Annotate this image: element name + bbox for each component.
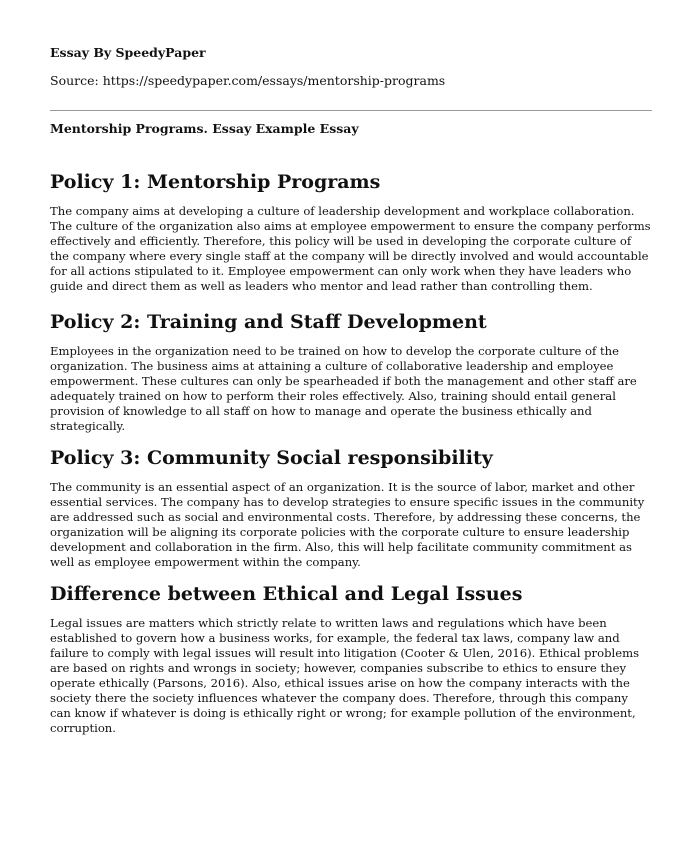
section-heading: Policy 3: Community Social responsibility xyxy=(50,447,493,469)
document-header xyxy=(50,44,650,90)
section-paragraph: The company aims at developing a culture of leadership development and workplace collaboration. The culture of the organization also aims at employee empowerment to ensure the company performs effectively and efficiently. Therefore, this policy will be used in developing the corporate culture of the company where every single staff at the company will be directly involved and would accountable for all actions stipulated to it. Employee empowerment can only work when they have leaders who guide and direct them as well as leaders who mentor and lead rather than controlling them. xyxy=(50,204,651,293)
section-heading: Policy 1: Mentorship Programs xyxy=(50,171,381,193)
section-heading: Policy 2: Training and Staff Development xyxy=(50,311,487,333)
section-paragraph: The community is an essential aspect of an organization. It is the source of labor, market and other essential services. The company has to develop strategies to ensure specific issues in the community are addressed such as social and environmental costs. Therefore, by addressing these concerns, the organization will be aligning its corporate policies with the corporate culture to ensure leadership development and collaboration in the firm. Also, this will help facilitate community commitment as well as employee empowerment within the company. xyxy=(50,480,645,569)
document-body xyxy=(50,170,652,742)
brand-line: Essay By SpeedyPaper xyxy=(50,45,206,60)
section-paragraph: Employees in the organization need to be trained on how to develop the corporate culture of the organization. The business aims at attaining a culture of collaborative leadership and employee empowerment. These cultures can only be spearheaded if both the management and other staff are adequately trained on how to perform their roles effectively. Also, training should entail general provision of knowledge to all staff on how to manage and operate the business ethically and strategically. xyxy=(50,344,637,433)
header-divider xyxy=(50,110,652,111)
section-policy-3 xyxy=(50,446,652,582)
section-paragraph: Legal issues are matters which strictly relate to written laws and regulations which have been established to govern how a business works, for example, the federal tax laws, company law and failure to comply with legal issues will result into litigation (Cooter & Ulen, 2016). Ethical problems are based on rights and wrongs in society; however, companies subscribe to ethics to ensure they operate ethically (Parsons, 2016). Also, ethical issues arise on how the company interacts with the society there the society influences whatever the company does. Therefore, through this company can know if whatever is doing is ethically right or wrong; for example pollution of the environment, corruption. xyxy=(50,616,640,735)
source-line: Source: https://speedypaper.com/essays/mentorship-programs xyxy=(50,73,446,88)
section-policy-1 xyxy=(50,170,652,310)
section-ethical-legal xyxy=(50,582,652,736)
section-policy-2 xyxy=(50,310,652,446)
document-title: Mentorship Programs. Essay Example Essay xyxy=(50,121,359,136)
section-heading: Difference between Ethical and Legal Issues xyxy=(50,583,523,605)
